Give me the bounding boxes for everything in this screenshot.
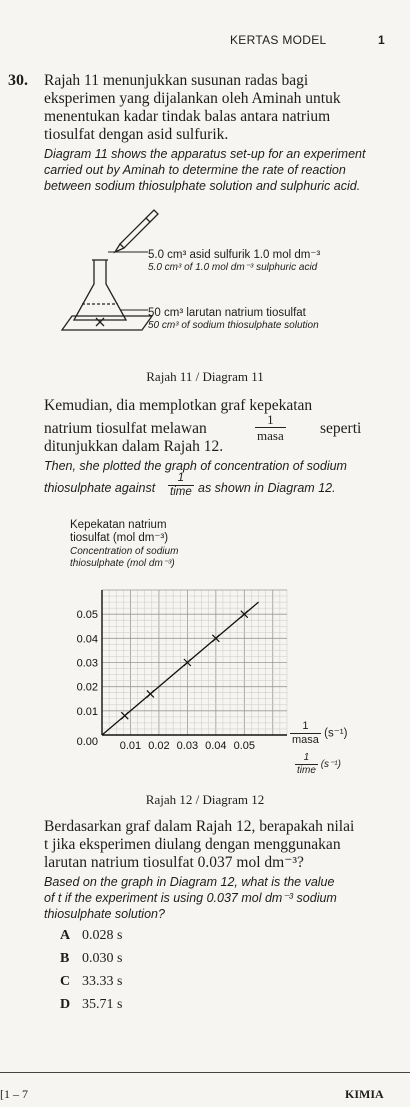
acid-label-english: 5.0 cm³ of 1.0 mol dm⁻³ sulphuric acid (148, 262, 318, 273)
x-tick-label: 0.01 (119, 740, 142, 752)
question-text-english (44, 146, 396, 194)
malay-line: t jika eksperimen diulang dengan menggunakan (44, 836, 341, 853)
option-letter: A (60, 928, 71, 943)
footer-left-code: [1 – 7 (0, 1087, 28, 1101)
malay-line: Kemudian, dia memplotkan graf kepekatan (44, 397, 313, 414)
fraction-numerator: 1 (255, 412, 286, 428)
y-tick-label: 0.04 (76, 633, 98, 646)
origin-label: 0.00 (76, 736, 98, 748)
y-tick-label: 0.05 (76, 609, 98, 622)
thiosulphate-label-malay: 50 cm³ larutan natrium tiosulfat (148, 307, 306, 319)
footer-subject: KIMIA (345, 1087, 384, 1101)
english-line: Diagram 11 shows the apparatus set-up for an experiment (44, 147, 366, 161)
english-line: carried out by Aminah to determine the rate of reaction (44, 163, 346, 177)
plot-intro-malay (44, 397, 396, 415)
malay-line: Rajah 11 menunjukkan susunan radas bagi (44, 72, 309, 89)
option-b[interactable] (60, 951, 123, 967)
english-line: thiosulphate solution? (44, 907, 165, 921)
x-label-denominator: masa (292, 734, 319, 746)
fraction-one-over-time (168, 472, 194, 499)
conical-flask (74, 260, 126, 320)
plot-intro-english-line2: thiosulphate against (44, 481, 156, 495)
x-tick-label: 0.03 (176, 740, 199, 752)
subquestion-english (44, 874, 404, 922)
english-line: of t if the experiment is using 0.037 mol dm⁻³ sodium (44, 891, 337, 905)
paper-header-title: KERTAS MODEL (230, 33, 327, 47)
y-axis-label-line: Kepekatan natrium (70, 519, 167, 531)
plot-intro-malay-seperti: seperti (320, 420, 362, 437)
y-axis-label-english (70, 546, 178, 570)
page-number: 1 (378, 33, 385, 47)
y-axis-label-malay (70, 519, 168, 545)
option-d[interactable] (60, 997, 123, 1013)
option-text: 35.71 s (82, 997, 123, 1012)
x-label-numerator: 1 (295, 752, 318, 765)
x-label-numerator: 1 (290, 720, 321, 734)
x-tick-label: 0.05 (233, 740, 256, 752)
y-tick-label: 0.01 (76, 705, 98, 718)
thiosulphate-label-english: 50 cm³ of sodium thiosulphate solution (148, 320, 319, 331)
x-axis-label-malay (290, 720, 347, 747)
subquestion-malay (44, 818, 404, 872)
malay-line: eksperimen yang dijalankan oleh Aminah untuk (44, 90, 341, 107)
question-text-malay (44, 72, 396, 144)
malay-line: menentukan kadar tindak balas antara natrium (44, 108, 331, 125)
fraction-denominator: masa (257, 428, 284, 443)
acid-label-malay: 5.0 cm³ asid sulfurik 1.0 mol dm⁻³ (148, 249, 321, 261)
data-point (121, 712, 128, 719)
option-text: 33.33 s (82, 974, 123, 989)
plot-intro-english-line2b: as shown in Diagram 12. (198, 481, 336, 495)
fraction-numerator: 1 (168, 472, 194, 486)
x-axis-label-english (295, 752, 341, 777)
plot-intro-malay-line2: natrium tiosulfat melawan (44, 420, 207, 437)
malay-line: tiosulfat dengan asid sulfurik. (44, 126, 229, 143)
option-text: 0.028 s (82, 928, 123, 943)
x-tick-label: 0.02 (148, 740, 170, 752)
y-axis-label-line: Concentration of sodium (70, 546, 179, 557)
dropper-pipette (115, 210, 158, 252)
fraction-denominator: time (170, 486, 192, 498)
option-letter: C (60, 974, 71, 989)
data-point (147, 690, 154, 697)
option-letter: D (60, 997, 71, 1012)
option-letter: B (60, 951, 70, 966)
x-label-unit: (s⁻¹) (320, 759, 341, 771)
diagram-11-caption: Rajah 11 / Diagram 11 (146, 369, 264, 384)
x-label-denominator: time (297, 765, 316, 776)
y-tick-label: 0.03 (76, 657, 98, 670)
footer-divider (0, 1072, 410, 1073)
option-text: 0.030 s (82, 951, 123, 966)
option-a[interactable] (60, 928, 123, 944)
x-label-unit: (s⁻¹) (324, 727, 348, 740)
fraction-one-over-masa (255, 412, 286, 443)
plot-intro-english: Then, she plotted the graph of concentration of sodium (44, 459, 347, 473)
y-axis-label-line: thiosulphate (mol dm⁻³) (70, 558, 175, 569)
malay-line: larutan natrium tiosulfat 0.037 mol dm⁻³? (44, 854, 304, 871)
y-tick-label: 0.02 (76, 681, 98, 694)
y-axis-label-line: tiosulfat (mol dm⁻³) (70, 532, 169, 544)
plot-intro-malay-line3: ditunjukkan dalam Rajah 12. (44, 438, 224, 455)
option-c[interactable] (60, 974, 123, 990)
x-tick-label: 0.04 (205, 740, 227, 752)
malay-line: Berdasarkan graf dalam Rajah 12, berapakah nilai (44, 818, 355, 835)
english-line: between sodium thiosulphate solution and sulphuric acid. (44, 179, 361, 193)
question-number: 30. (8, 72, 28, 89)
english-line: Based on the graph in Diagram 12, what is the value (44, 875, 335, 889)
diagram-12-caption: Rajah 12 / Diagram 12 (145, 792, 265, 807)
graph-grid (102, 590, 287, 735)
